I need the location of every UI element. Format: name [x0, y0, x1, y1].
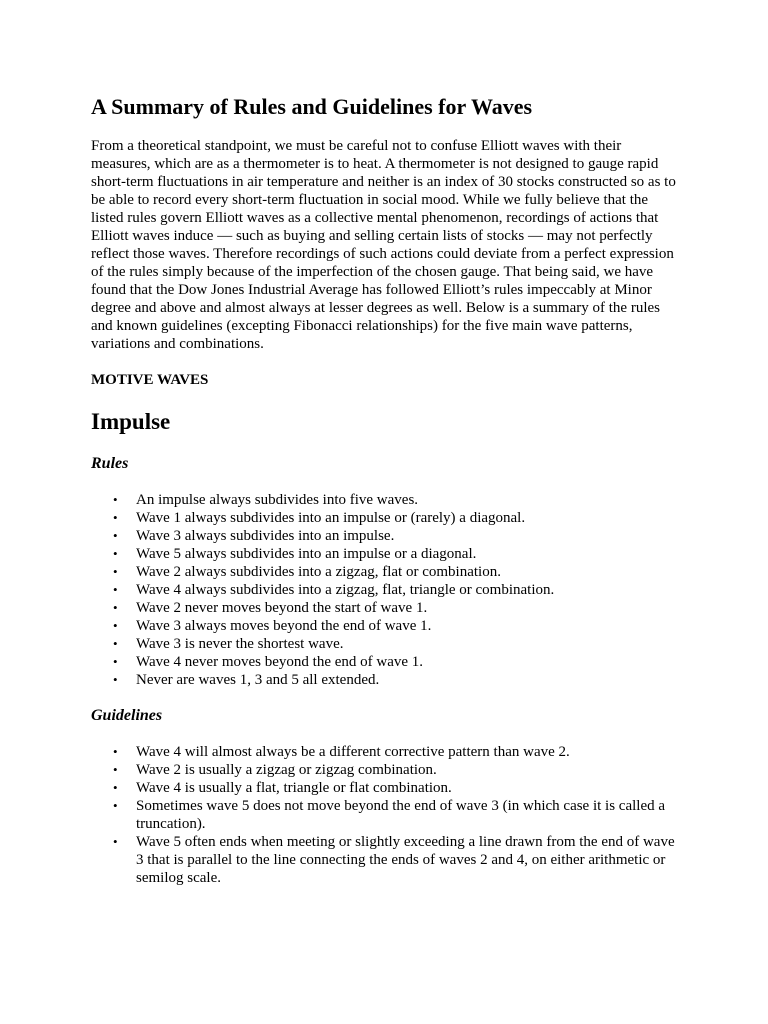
guideline-item	[91, 761, 683, 779]
bullet-icon: •	[113, 582, 118, 597]
rule-item	[91, 617, 683, 635]
guidelines-list	[91, 743, 683, 887]
rule-item	[91, 671, 683, 689]
bullet-icon: •	[113, 780, 118, 795]
bullet-icon: •	[113, 618, 118, 633]
rule-item	[91, 635, 683, 653]
bullet-icon: •	[113, 834, 118, 849]
rule-text: Never are waves 1, 3 and 5 all extended.	[136, 672, 380, 688]
bullet-icon: •	[113, 510, 118, 525]
guideline-text: Sometimes wave 5 does not move beyond the end of wave 3 (in which case it is called a truncation).	[136, 798, 666, 832]
rule-text: Wave 3 always subdivides into an impulse.	[136, 528, 395, 544]
section-heading-motive-waves: MOTIVE WAVES	[91, 372, 209, 388]
rule-item	[91, 527, 683, 545]
rule-item	[91, 563, 683, 581]
bullet-icon: •	[113, 600, 118, 615]
bullet-icon: •	[113, 528, 118, 543]
rules-list	[91, 491, 683, 689]
rule-item	[91, 545, 683, 563]
rule-item	[91, 491, 683, 509]
guideline-text: Wave 2 is usually a zigzag or zigzag combination.	[136, 762, 437, 778]
bullet-icon: •	[113, 798, 118, 813]
subsection-title-impulse: Impulse	[91, 409, 171, 434]
document-title: A Summary of Rules and Guidelines for Waves	[91, 94, 533, 119]
bullet-icon: •	[113, 672, 118, 687]
bullet-icon: •	[113, 654, 118, 669]
guideline-text: Wave 4 is usually a flat, triangle or flat combination.	[136, 780, 452, 796]
guideline-item	[91, 743, 683, 761]
guideline-text: Wave 5 often ends when meeting or slightly exceeding a line drawn from the end of wave 3 that is parallel to the line connecting the ends of waves 2 and 4, on either arithmetic or semilog scale.	[136, 834, 675, 886]
rule-text: Wave 4 never moves beyond the end of wave 1.	[136, 654, 424, 670]
rule-item	[91, 653, 683, 671]
guideline-item	[91, 779, 683, 797]
rules-heading: Rules	[91, 455, 129, 472]
rule-text: Wave 2 never moves beyond the start of wave 1.	[136, 600, 428, 616]
bullet-icon: •	[113, 492, 118, 507]
bullet-icon: •	[113, 744, 118, 759]
rule-item	[91, 509, 683, 527]
rule-text: Wave 3 is never the shortest wave.	[136, 636, 344, 652]
bullet-icon: •	[113, 564, 118, 579]
rule-item	[91, 599, 683, 617]
rule-text: An impulse always subdivides into five waves.	[136, 492, 419, 508]
rule-text: Wave 4 always subdivides into a zigzag, flat, triangle or combination.	[136, 582, 555, 598]
rule-text: Wave 5 always subdivides into an impulse or a diagonal.	[136, 546, 477, 562]
guideline-item	[91, 797, 683, 833]
bullet-icon: •	[113, 636, 118, 651]
rule-text: Wave 1 always subdivides into an impulse or (rarely) a diagonal.	[136, 510, 526, 526]
bullet-icon: •	[113, 546, 118, 561]
guideline-item	[91, 833, 683, 887]
rule-text: Wave 2 always subdivides into a zigzag, flat or combination.	[136, 564, 501, 580]
guideline-text: Wave 4 will almost always be a different corrective pattern than wave 2.	[136, 744, 570, 760]
rule-text: Wave 3 always moves beyond the end of wave 1.	[136, 618, 432, 634]
bullet-icon: •	[113, 762, 118, 777]
intro-paragraph: From a theoretical standpoint, we must be careful not to confuse Elliott waves with their measures, which are as a thermometer is to heat. A thermometer is not designed to gauge rapid short-term fluctuations in air temperature and neither is an index of 30 stocks constructed so as to be able to record every short-term fluctuation in social mood. While we fully believe that the listed rules govern Elliott waves as a collective mental phenomenon, recordings of actions that Elliott waves induce — such as buying and selling certain lists of stocks — may not perfectly reflect those waves. Therefore recordings of such actions could deviate from a perfect expression of the rules simply because of the imperfection of the chosen gauge. That being said, we have found that the Dow Jones Industrial Average has followed Elliott’s rules impeccably at Minor degree and above and almost always at lesser degrees as well. Below is a summary of the rules and known guidelines (excepting Fibonacci relationships) for the five main wave patterns, variations and combinations.	[91, 138, 676, 352]
rule-item	[91, 581, 683, 599]
guidelines-heading: Guidelines	[91, 707, 163, 724]
